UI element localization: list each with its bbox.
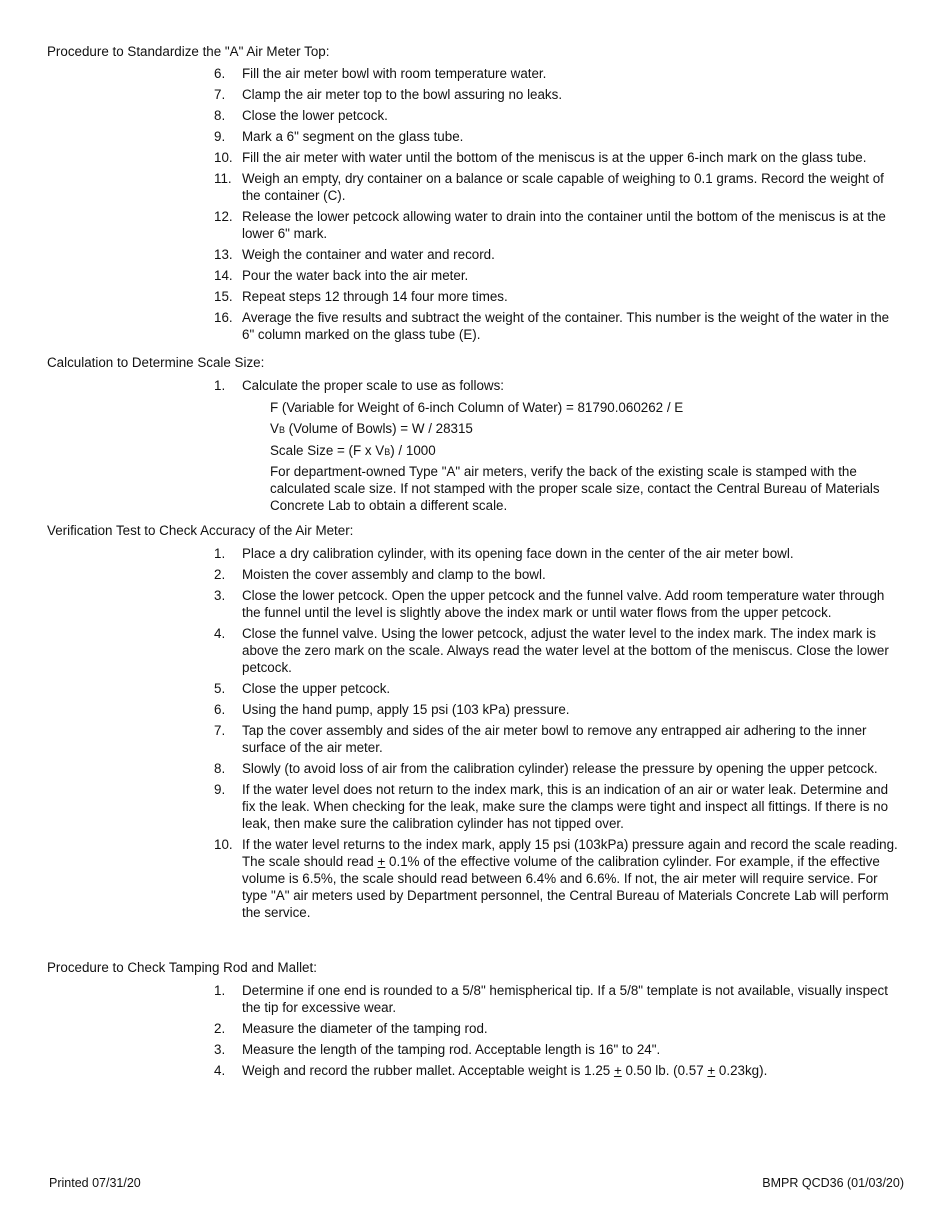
list-item: 6. Fill the air meter bowl with room temperature water. [214, 66, 547, 81]
list-item: 9. Mark a 6" segment on the glass tube. [214, 129, 464, 144]
list-item: 10. If the water level returns to the index mark, apply 15 psi (103kPa) pressure again and record the scale reading. The scale should read + 0.1% of the effective volume of the calibration cylinder. For example, if the effective volume is 6.5%, the scale should read between 6.4% and 6.6%. If not, the air meter will require service. For type "A" air meters used by Department personnel, the Central Bureau of Materials Concrete Lab will perform the service. [214, 837, 898, 920]
list-item: 6. Using the hand pump, apply 15 psi (103 kPa) pressure. [214, 702, 570, 717]
list-item: 1. Place a dry calibration cylinder, with its opening face down in the center of the air meter bowl. [214, 546, 794, 561]
list-item: 4. Close the funnel valve. Using the lower petcock, adjust the water level to the index mark. The index mark is above the zero mark on the scale. Always read the water level at the bottom of the meniscus. Close the lower petcock. [214, 626, 889, 675]
standardize-steps [0, 65, 950, 347]
list-item: 13. Weigh the container and water and record. [214, 247, 495, 262]
list-item: 10. Fill the air meter with water until the bottom of the meniscus is at the upper 6-inch mark on the glass tube. [214, 150, 867, 165]
list-item: 5. Close the upper petcock. [214, 681, 391, 696]
list-item: 1. Determine if one end is rounded to a 5/8" hemispherical tip. If a 5/8" template is not available, visually inspect the tip for excessive wear. [214, 983, 888, 1015]
list-item: 15. Repeat steps 12 through 14 four more times. [214, 289, 508, 304]
list-item: 2. Moisten the cover assembly and clamp to the bowl. [214, 567, 546, 582]
list-item: 12. Release the lower petcock allowing water to drain into the container until the bottom of the meniscus is at the lower 6" mark. [214, 209, 886, 241]
section-heading-verification: Verification Test to Check Accuracy of the Air Meter: [47, 523, 354, 538]
list-item: 8. Close the lower petcock. [214, 108, 388, 123]
section-heading-tamping-rod: Procedure to Check Tamping Rod and Mallet: [47, 960, 317, 975]
list-item: 7. Tap the cover assembly and sides of the air meter bowl to remove any entrapped air adhering to the inner surface of the air meter. [214, 723, 867, 755]
scale-size-steps [0, 377, 950, 398]
footer-document-id: BMPR QCD36 (01/03/20) [762, 1176, 904, 1190]
list-item: 9. If the water level does not return to the index mark, this is an indication of an air or water leak. Determine and fix the leak. When checking for the leak, make sure the clamps were tight and inspect all fittings. If there is no leak, then make sure the calibration cylinder has not tipped over. [214, 782, 889, 831]
section-heading-standardize: Procedure to Standardize the "A" Air Meter Top: [47, 44, 330, 59]
verification-steps [0, 545, 950, 925]
footer-printed-date: Printed 07/31/20 [49, 1176, 141, 1190]
formula-f: F (Variable for Weight of 6-inch Column of Water) = 81790.060262 / E [270, 400, 684, 415]
tamping-rod-steps [0, 982, 950, 1083]
list-item: 14. Pour the water back into the air meter. [214, 268, 469, 283]
formula-scale-size: Scale Size = (F x VB) / 1000 [270, 443, 436, 458]
scale-stamp-note: For department-owned Type "A" air meters, verify the back of the existing scale is stamped with the calculated scale size. If not stamped with the proper scale size, contact the Central Bureau of Materials Concrete Lab to obtain a different scale. [270, 464, 880, 513]
list-item: 4. Weigh and record the rubber mallet. Acceptable weight is 1.25 + 0.50 lb. (0.57 + 0.23kg). [214, 1063, 768, 1078]
list-item: 3. Close the lower petcock. Open the upper petcock and the funnel valve. Add room temperature water through the funnel until the level is slightly above the index mark or until water flows from the upper petcock. [214, 588, 885, 620]
list-item: 8. Slowly (to avoid loss of air from the calibration cylinder) release the pressure by opening the upper petcock. [214, 761, 878, 776]
list-item: 11. Weigh an empty, dry container on a balance or scale capable of weighing to 0.1 grams. Record the weight of the container (C). [214, 171, 884, 203]
list-item: 3. Measure the length of the tamping rod. Acceptable length is 16" to 24". [214, 1042, 661, 1057]
section-heading-scale-size: Calculation to Determine Scale Size: [47, 355, 265, 370]
formula-vb: VB (Volume of Bowls) = W / 28315 [270, 421, 473, 436]
list-item: 2. Measure the diameter of the tamping rod. [214, 1021, 488, 1036]
list-item: 7. Clamp the air meter top to the bowl assuring no leaks. [214, 87, 563, 102]
list-item: 1. Calculate the proper scale to use as follows: [214, 378, 505, 393]
list-item: 16. Average the five results and subtract the weight of the container. This number is the weight of the water in the 6" column marked on the glass tube (E). [214, 310, 890, 342]
